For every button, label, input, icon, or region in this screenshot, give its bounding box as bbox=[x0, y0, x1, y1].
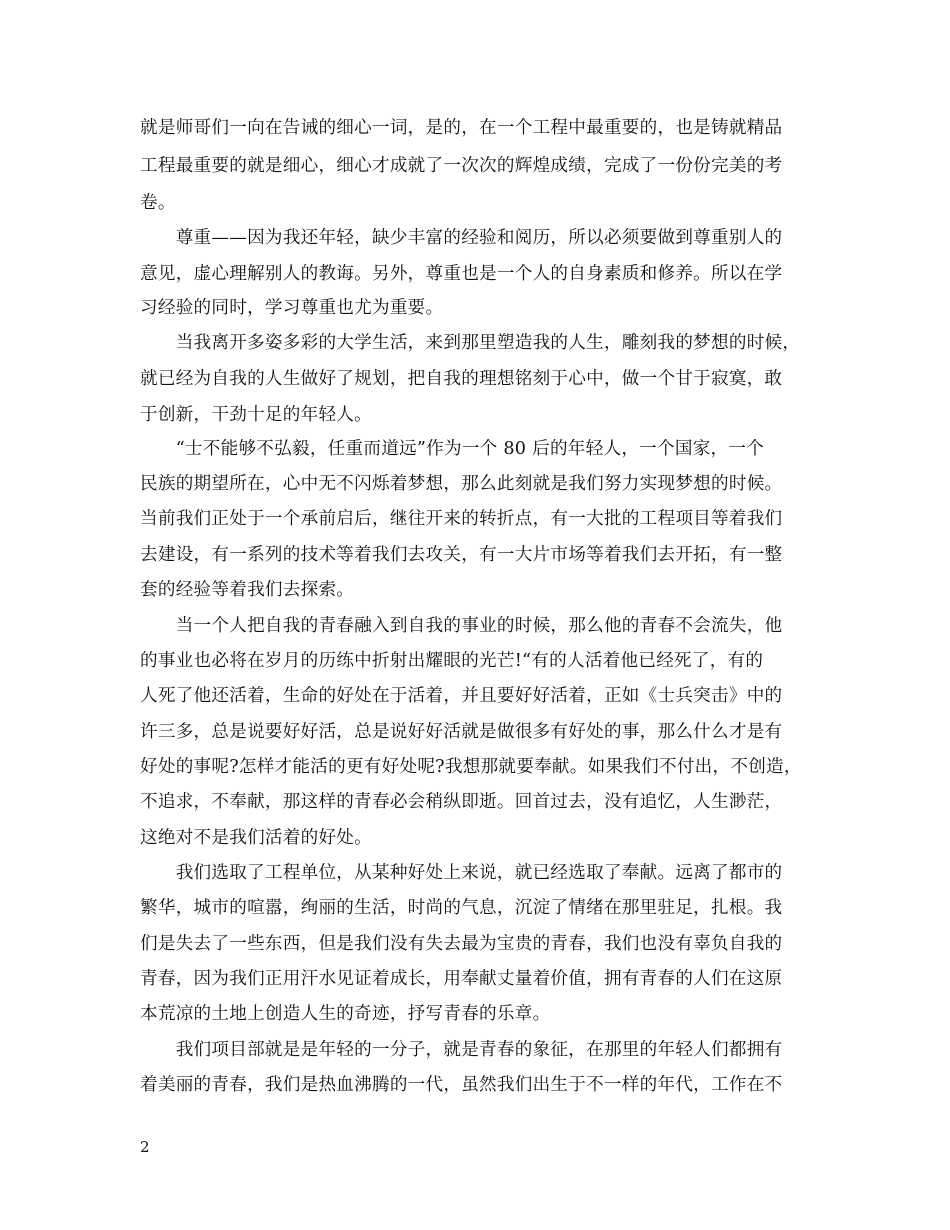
text-line: 许三多，总是说要好好活，总是说好好活就是做很多有好处的事，那么什么才是有 bbox=[140, 722, 783, 742]
text-line: 习经验的同时，学习尊重也尤为重要。 bbox=[140, 298, 444, 318]
text-line: 繁华，城市的喧嚣，绚丽的生活，时尚的气息，沉淀了情绪在那里驻足，扎根。我 bbox=[140, 898, 783, 918]
text-line: 当我离开多姿多彩的大学生活，来到那里塑造我的人生，雕刻我的梦想的时候， bbox=[140, 333, 801, 353]
text-line: 尊重——因为我还年轻，缺少丰富的经验和阅历，所以必须要做到尊重别人的 bbox=[140, 228, 783, 248]
text-line: 当一个人把自我的青春融入到自我的事业的时候，那么他的青春不会流失，他 bbox=[140, 616, 783, 636]
text-line: 就是师哥们一向在告诫的细心一词，是的，在一个工程中最重要的，也是铸就精品 bbox=[140, 118, 783, 138]
text-line: 去建设，有一系列的技术等着我们去攻关，有一大片市场等着我们去开拓，有一整 bbox=[140, 545, 783, 565]
text-line: 套的经验等着我们去探索。 bbox=[140, 580, 355, 600]
text-line: 本荒凉的土地上创造人生的奇迹，抒写青春的乐章。 bbox=[140, 1004, 551, 1024]
text-line: 我们选取了工程单位，从某种好处上来说，就已经选取了奉献。远离了都市的 bbox=[140, 863, 783, 883]
text-line: 的事业也必将在岁月的历练中折射出耀眼的光芒!“有的人活着他已经死了，有的 bbox=[140, 651, 764, 671]
page-number: 2 bbox=[140, 1138, 150, 1156]
text-line: 民族的期望所在，心中无不闪烁着梦想，那么此刻就是我们努力实现梦想的时候。 bbox=[140, 474, 783, 494]
text-line: 意见，虚心理解别人的教诲。另外，尊重也是一个人的自身素质和修养。所以在学 bbox=[140, 264, 783, 284]
text-line: 好处的事呢?怎样才能活的更有好处呢?我想那就要奉献。如果我们不付出，不创造， bbox=[140, 757, 802, 777]
text-line: 不追求，不奉献，那这样的青春必会稍纵即逝。回首过去，没有追忆，人生渺茫， bbox=[140, 792, 783, 812]
text-line: 着美丽的青春，我们是热血沸腾的一代，虽然我们出生于不一样的年代，工作在不 bbox=[140, 1075, 783, 1095]
text-line: 工程最重要的就是细心，细心才成就了一次次的辉煌成绩，完成了一份份完美的考 bbox=[140, 156, 783, 176]
text-line: 卷。 bbox=[140, 193, 176, 213]
text-line: 就已经为自我的人生做好了规划，把自我的理想铭刻于心中，做一个甘于寂寞，敢 bbox=[140, 369, 783, 389]
text-line: 于创新，干劲十足的年轻人。 bbox=[140, 405, 372, 425]
text-line: 当前我们正处于一个承前启后，继往开来的转折点，有一大批的工程项目等着我们 bbox=[140, 509, 783, 529]
text-line: 青春，因为我们正用汗水见证着成长，用奉献丈量着价值，拥有青春的人们在这原 bbox=[140, 969, 783, 989]
text-line: 们是失去了一些东西，但是我们没有失去最为宝贵的青春，我们也没有辜负自我的 bbox=[140, 934, 783, 954]
text-line: “士不能够不弘毅，任重而道远”作为一个 80 后的年轻人，一个国家，一个 bbox=[140, 439, 765, 459]
text-line: 我们项目部就是是年轻的一分子，就是青春的象征，在那里的年轻人们都拥有 bbox=[140, 1040, 783, 1060]
text-line: 人死了他还活着，生命的好处在于活着，并且要好好活着，正如《士兵突击》中的 bbox=[140, 686, 783, 706]
text-line: 这绝对不是我们活着的好处。 bbox=[140, 828, 372, 848]
